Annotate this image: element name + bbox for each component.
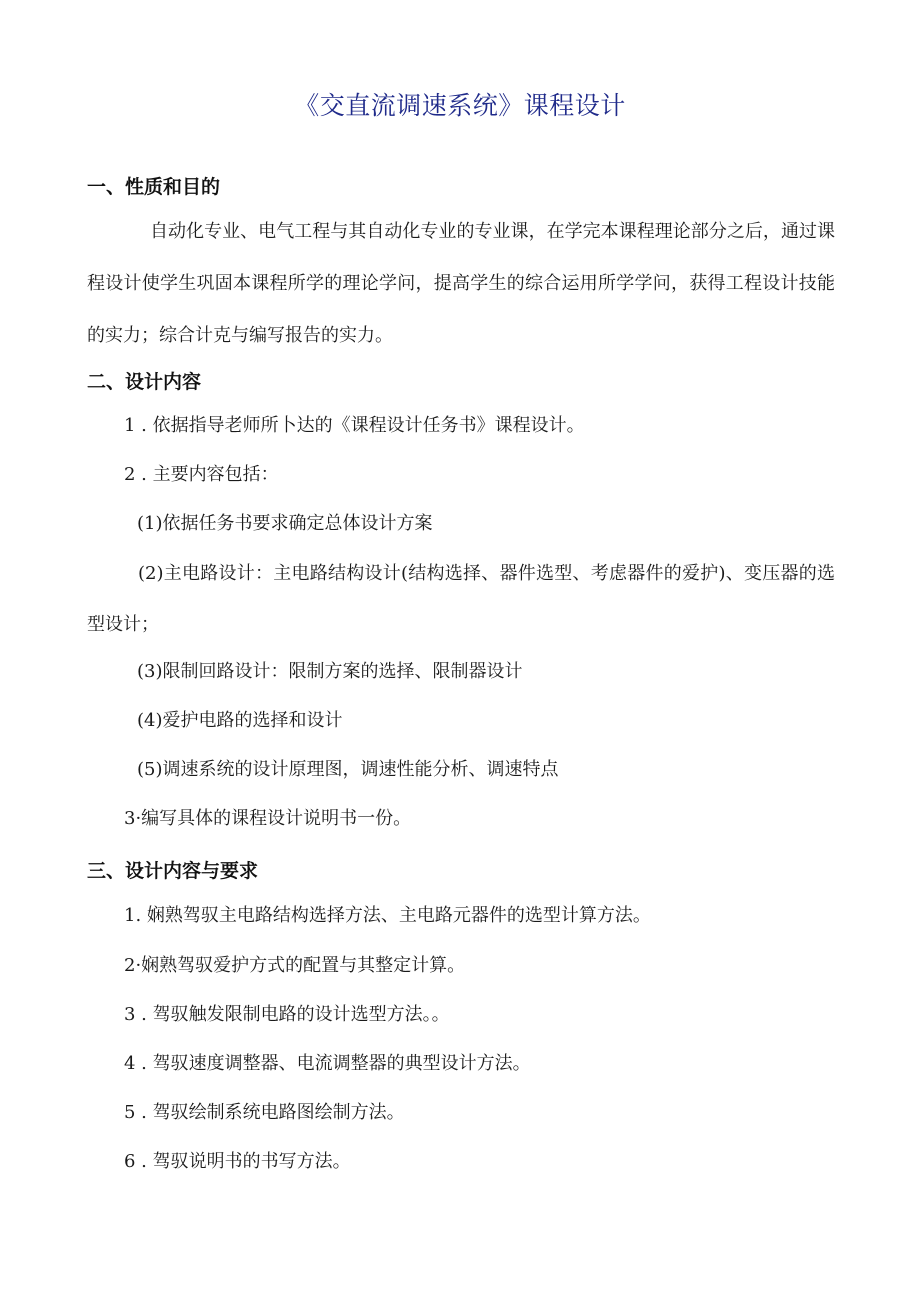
list-item: 1 . 依据指导老师所卜达的《课程设计任务书》课程设计。 [124, 415, 585, 436]
list-item: (2)主电路设计：主电路结构设计(结构选择、器件选型、考虑器件的爱护)、变压器的选型设计； [87, 563, 835, 635]
section-heading-purpose: 一、性质和目的 [87, 176, 221, 198]
list-item: 3·编写具体的课程设计说明书一份。 [124, 808, 412, 829]
list-item: 3 . 驾驭触发限制电路的设计选型方法。。 [124, 1004, 450, 1025]
document-title: 《交直流调速系统》课程设计 [294, 91, 626, 120]
list-item: 4 . 驾驭速度调整器、电流调整器的典型设计方法。 [124, 1053, 531, 1074]
section-heading-requirements: 三、设计内容与要求 [87, 860, 259, 882]
list-item: (4)爱护电路的选择和设计 [137, 710, 343, 731]
list-item: (3)限制回路设计：限制方案的选择、限制器设计 [137, 661, 523, 682]
list-item: 2 . 主要内容包括： [124, 464, 279, 485]
list-item: 1. 娴熟驾驭主电路结构选择方法、主电路元器件的选型计算方法。 [124, 905, 651, 926]
list-item: (5)调速系统的设计原理图，调速性能分析、调速特点 [137, 759, 559, 780]
list-item: 6 . 驾驭说明书的书写方法。 [124, 1151, 351, 1172]
list-item: 2·娴熟驾驭爱护方式的配置与其整定计算。 [124, 955, 466, 976]
list-item: 5 . 驾驭绘制系统电路图绘制方法。 [124, 1102, 405, 1123]
section-heading-design-content: 二、设计内容 [87, 371, 202, 393]
section-paragraph-purpose: 自动化专业、电气工程与其自动化专业的专业课，在学完本课程理论部分之后，通过课程设计使学生巩固本课程所学的理论学问，提高学生的综合运用所学学问，获得工程设计技能的实力；综合计克与编写报告的实力。 [87, 221, 835, 346]
list-item: (1)依据任务书要求确定总体设计方案 [137, 513, 433, 534]
